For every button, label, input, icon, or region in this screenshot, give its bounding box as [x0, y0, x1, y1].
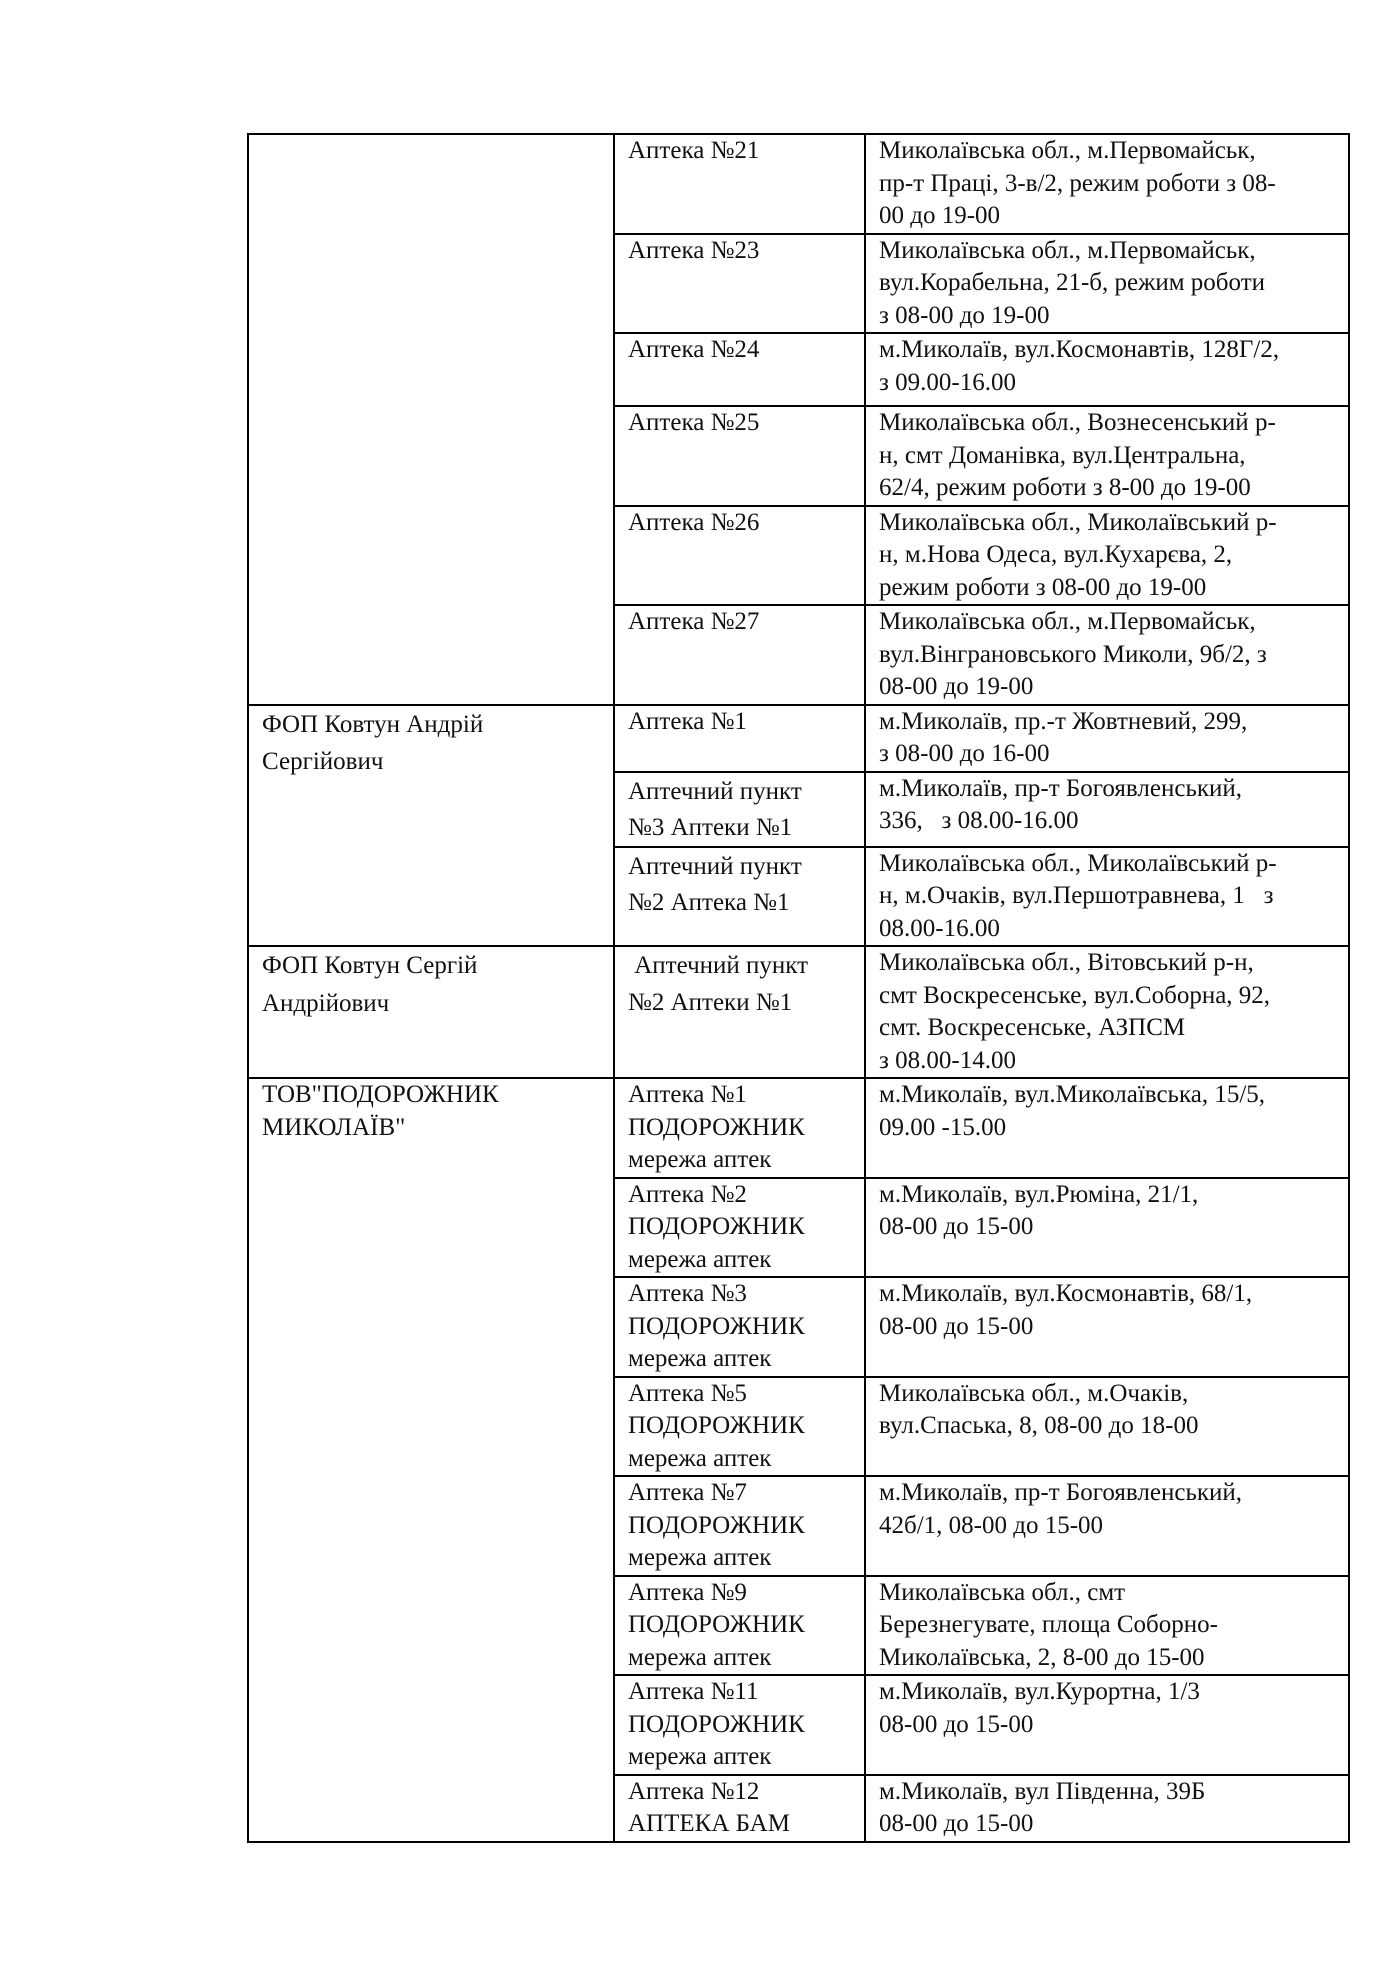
owner-cell: ФОП Ковтун Андрій Сергійович: [248, 705, 614, 947]
address-cell: м.Миколаїв, пр-т Богоявленський, 336, з 08.00-16.00: [865, 772, 1349, 847]
address-cell: Миколаївська обл., Миколаївський р- н, м.Очаків, вул.Першотравнева, 1 з 08.00-16.00: [865, 847, 1349, 947]
pharmacy-name-cell: Аптека №3 ПОДОРОЖНИК мережа аптек: [614, 1277, 865, 1377]
pharmacy-name-cell: Аптечний пункт №2 Аптека №1: [614, 847, 865, 947]
pharmacy-name-cell: Аптечний пункт №2 Аптеки №1: [614, 946, 865, 1078]
address-cell: м.Миколаїв, вул.Рюміна, 21/1, 08-00 до 15-00: [865, 1178, 1349, 1278]
owner-cell: ТОВ"ПОДОРОЖНИК МИКОЛАЇВ": [248, 1078, 614, 1842]
pharmacy-name-cell: Аптека №5 ПОДОРОЖНИК мережа аптек: [614, 1377, 865, 1477]
address-cell: Миколаївська обл., м.Первомайськ, вул.Корабельна, 21-б, режим роботи з 08-00 до 19-00: [865, 234, 1349, 334]
pharmacy-name-cell: Аптечний пункт №3 Аптеки №1: [614, 772, 865, 847]
table-row: [248, 134, 1349, 234]
address-cell: Миколаївська обл., м.Первомайськ, пр-т Праці, 3-в/2, режим роботи з 08- 00 до 19-00: [865, 134, 1349, 234]
pharmacy-name-cell: Аптека №1: [614, 705, 865, 772]
address-cell: м.Миколаїв, вул Південна, 39Б 08-00 до 15-00: [865, 1775, 1349, 1842]
address-cell: Миколаївська обл., Миколаївський р- н, м.Нова Одеса, вул.Кухарєва, 2, режим роботи з 08-00 до 19-00: [865, 506, 1349, 606]
address-cell: Миколаївська обл., Вітовський р-н, смт Воскресенське, вул.Соборна, 92, смт. Воскресенське, АЗПСМ з 08.00-14.00: [865, 946, 1349, 1078]
address-cell: Миколаївська обл., смт Березнегувате, площа Соборно- Миколаївська, 2, 8-00 до 15-00: [865, 1576, 1349, 1676]
address-cell: м.Миколаїв, пр-т Богоявленський, 42б/1, 08-00 до 15-00: [865, 1476, 1349, 1576]
pharmacy-name-cell: Аптека №25: [614, 406, 865, 506]
address-cell: м.Миколаїв, вул.Космонавтів, 128Г/2, з 09.00-16.00: [865, 333, 1349, 406]
address-cell: Миколаївська обл., Вознесенський р- н, смт Доманівка, вул.Центральна, 62/4, режим роботи з 8-00 до 19-00: [865, 406, 1349, 506]
pharmacy-name-cell: Аптека №1 ПОДОРОЖНИК мережа аптек: [614, 1078, 865, 1178]
pharmacy-name-cell: Аптека №9 ПОДОРОЖНИК мережа аптек: [614, 1576, 865, 1676]
pharmacy-name-cell: Аптека №21: [614, 134, 865, 234]
owner-cell-empty: [248, 134, 614, 705]
pharmacy-name-cell: Аптека №7 ПОДОРОЖНИК мережа аптек: [614, 1476, 865, 1576]
table-row: [248, 946, 1349, 1078]
address-cell: м.Миколаїв, вул.Курортна, 1/3 08-00 до 15-00: [865, 1675, 1349, 1775]
table-row: [248, 705, 1349, 772]
pharmacy-name-cell: Аптека №2 ПОДОРОЖНИК мережа аптек: [614, 1178, 865, 1278]
pharmacy-name-cell: Аптека №24: [614, 333, 865, 406]
pharmacy-name-cell: Аптека №11 ПОДОРОЖНИК мережа аптек: [614, 1675, 865, 1775]
pharmacy-name-cell: Аптека №12 АПТЕКА БАМ: [614, 1775, 865, 1842]
address-cell: Миколаївська обл., м.Очаків, вул.Спаська, 8, 08-00 до 18-00: [865, 1377, 1349, 1477]
address-cell: м.Миколаїв, пр.-т Жовтневий, 299, з 08-00 до 16-00: [865, 705, 1349, 772]
owner-cell: ФОП Ковтун Сергій Андрійович: [248, 946, 614, 1078]
pharmacy-name-cell: Аптека №23: [614, 234, 865, 334]
address-cell: Миколаївська обл., м.Первомайськ, вул.Вінграновського Миколи, 9б/2, з 08-00 до 19-00: [865, 605, 1349, 705]
pharmacy-name-cell: Аптека №26: [614, 506, 865, 606]
pharmacy-name-cell: Аптека №27: [614, 605, 865, 705]
table-row: [248, 1078, 1349, 1178]
address-cell: м.Миколаїв, вул.Миколаївська, 15/5, 09.00 -15.00: [865, 1078, 1349, 1178]
pharmacy-table: [247, 133, 1350, 1843]
address-cell: м.Миколаїв, вул.Космонавтів, 68/1, 08-00 до 15-00: [865, 1277, 1349, 1377]
